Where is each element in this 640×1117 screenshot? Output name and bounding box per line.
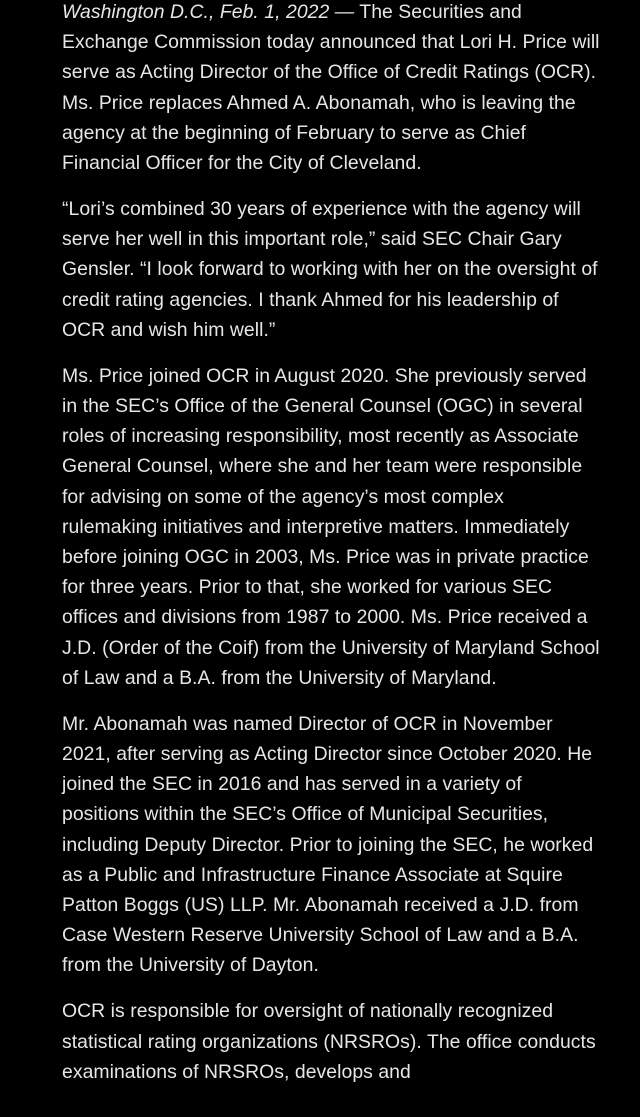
article-paragraph-ocr-description: OCR is responsible for oversight of nationally recognized statistical rating organizations (NRSROs). The office conducts examinations of NRSROs, develops and — [62, 1000, 596, 1083]
dateline-separator: — — [329, 1, 360, 23]
article-paragraph-intro — [62, 0, 602, 178]
article-paragraph-abonamah-bio: Mr. Abonamah was named Director of OCR in November 2021, after serving as Acting Director since October 2020. He joined the SEC in 2016 and has served in a variety of positions within the SEC’s Office of Municipal Securities, including Deputy Director. Prior to joining the SEC, he worked as a Public and Infrastructure Finance Associate at Squire Patton Boggs (US) LLP. Mr. Abonamah received a J.D. from Case Western Reserve University School of Law and a B.A. from the University of Dayton. — [62, 712, 594, 977]
dateline: Washington D.C., Feb. 1, 2022 — [62, 1, 330, 23]
article-body — [62, 0, 602, 1103]
paragraph-text: The Securities and Exchange Commission today announced that Lori H. Price will serve as Acting Director of the Office of Credit Ratings (OCR). Ms. Price replaces Ahmed A. Abonamah, who is leaving the agency at the beginning of February to serve as Chief Financial Officer for the City of Cleveland. — [62, 1, 600, 175]
article-paragraph-price-bio: Ms. Price joined OCR in August 2020. She previously served in the SEC’s Office of the General Counsel (OGC) in several roles of increasing responsibility, most recently as Associate General Counsel, where she and her team were responsible for advising on some of the agency’s most complex rulemaking initiatives and interpretive matters. Immediately before joining OGC in 2003, Ms. Price was in private practice for three years. Prior to that, she worked for various SEC offices and divisions from 1987 to 2000. Ms. Price received a J.D. (Order of the Coif) from the University of Maryland School of Law and a B.A. from the University of Maryland. — [62, 364, 600, 689]
article-paragraph-quote: “Lori’s combined 30 years of experience with the agency will serve her well in this important role,” said SEC Chair Gary Gensler. “I look forward to working with her on the oversight of credit rating agencies. I thank Ahmed for his leadership of OCR and wish him well.” — [62, 198, 598, 341]
